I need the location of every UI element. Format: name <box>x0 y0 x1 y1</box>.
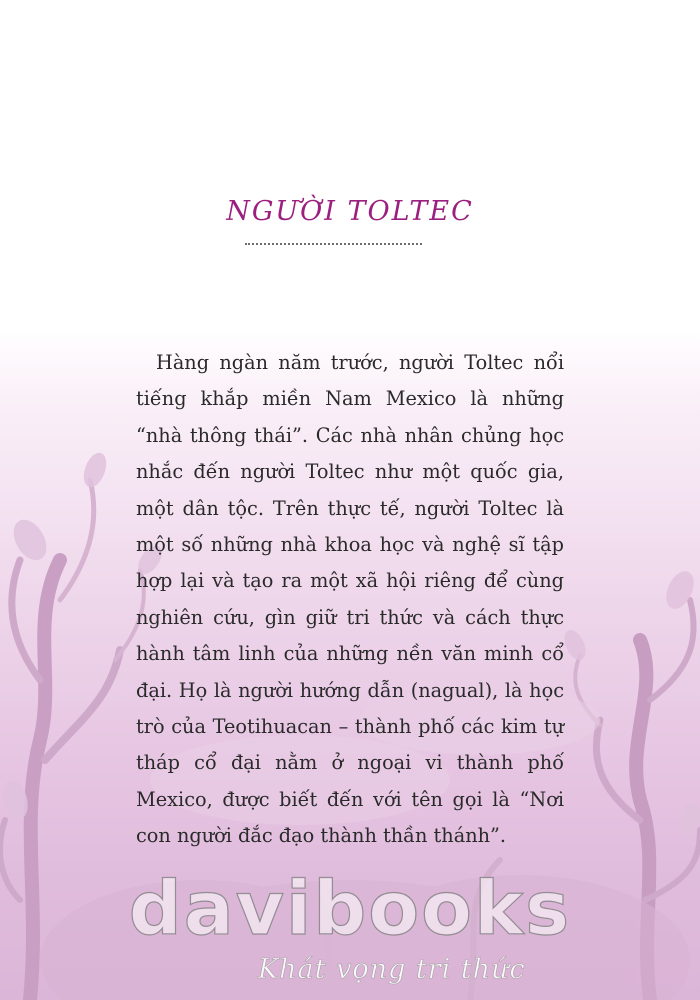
publisher-slogan: Khát vọng tri thức <box>258 954 526 985</box>
body-paragraph: Hàng ngàn năm trước, người Toltec nổi tiếng khắp miền Nam Mexico là những “nhà thông thái”. Các nhà nhân chủng học nhắc đến người Toltec như một quốc gia, một dân tộc. Trên thực tế, người Toltec là một số những nhà khoa học và nghệ sĩ tập hợp lại và tạo ra một xã hội riêng để cùng nghiên cứu, gìn giữ tri thức và cách thực hành tâm linh của những nền văn minh cổ đại. Họ là người hướng dẫn (nagual), là học trò của Teotihuacan – thành phố các kim tự tháp cổ đại nằm ở ngoại vi thành phố Mexico, được biết đến với tên gọi là “Nơi con người đắc đạo thành thần thánh”. <box>136 351 564 848</box>
chapter-title: NGƯỜI TOLTEC <box>226 196 474 227</box>
publisher-watermark: davibooks <box>128 866 572 952</box>
title-dotted-divider <box>245 243 422 245</box>
